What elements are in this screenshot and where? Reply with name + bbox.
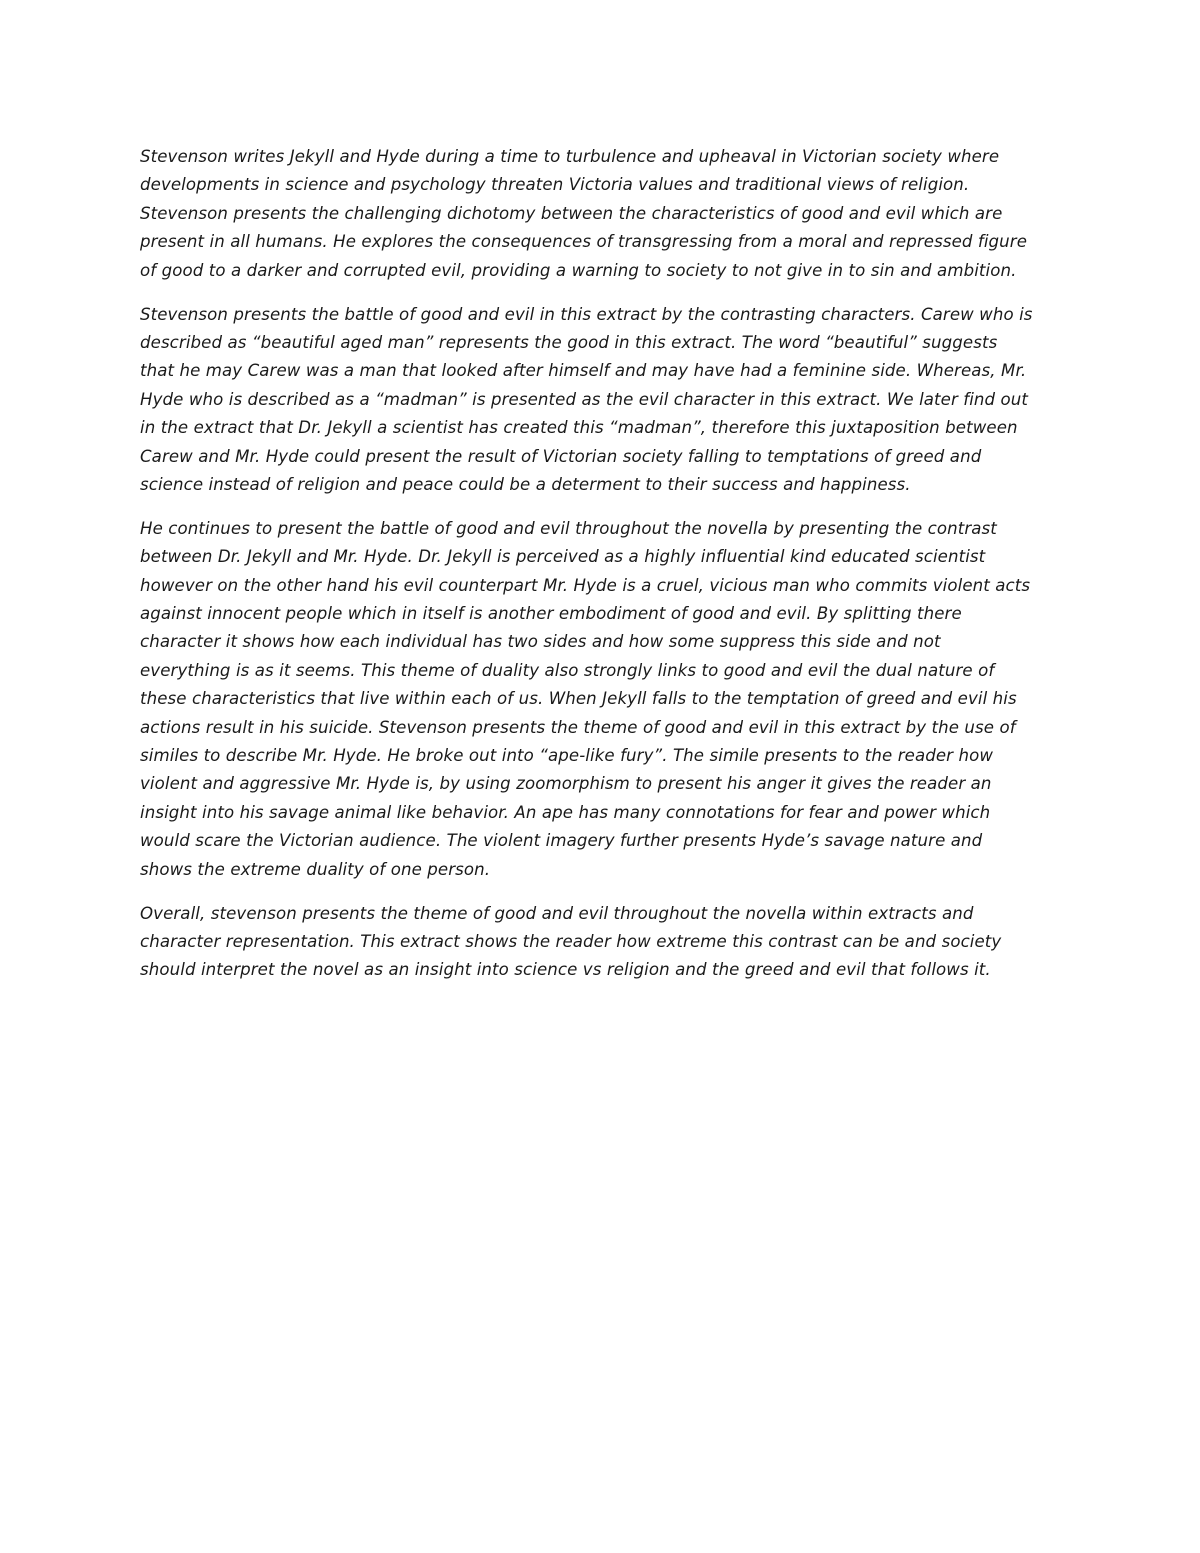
text-line: that he may Carew was a man that looked after himself and may have had a feminine side. Whereas, Mr. bbox=[140, 361, 1027, 381]
text-line: science instead of religion and peace could be a determent to their success and happiness. bbox=[140, 474, 911, 494]
paragraph-introduction bbox=[140, 143, 1060, 285]
text-line: between Dr. Jekyll and Mr. Hyde. Dr. Jekyll is perceived as a highly influential kind educated scientist bbox=[140, 547, 986, 567]
text-line: character it shows how each individual has two sides and how some suppress this side and not bbox=[140, 632, 941, 652]
text-line: however on the other hand his evil counterpart Mr. Hyde is a cruel, vicious man who commits violent acts bbox=[140, 575, 1031, 595]
document-body bbox=[140, 143, 1060, 1000]
paragraph-jekyll-and-hyde bbox=[140, 515, 1060, 884]
text-line: described as “beautiful aged man” represents the good in this extract. The word “beautiful” suggests bbox=[140, 332, 998, 352]
text-line: should interpret the novel as an insight into science vs religion and the greed and evil that follows it. bbox=[140, 960, 991, 980]
text-line: Stevenson writes Jekyll and Hyde during a time to turbulence and upheaval in Victorian society where bbox=[140, 147, 1000, 166]
text-line: Overall, stevenson presents the theme of good and evil throughout the novella within extracts and bbox=[140, 903, 974, 923]
text-line: Hyde who is described as a “madman” is presented as the evil character in this extract. We later find out bbox=[140, 389, 1029, 409]
text-line: would scare the Victorian audience. The violent imagery further presents Hyde’s savage nature and bbox=[140, 831, 983, 851]
text-line: insight into his savage animal like behavior. An ape has many connotations for fear and power which bbox=[140, 802, 991, 822]
text-line: in the extract that Dr. Jekyll a scientist has created this “madman”, therefore this juxtaposition between bbox=[140, 418, 1018, 438]
text-line: present in all humans. He explores the consequences of transgressing from a moral and repressed figure bbox=[140, 232, 1028, 252]
paragraph-contrasting-characters bbox=[140, 301, 1060, 500]
text-line: Stevenson presents the battle of good and evil in this extract by the contrasting characters. Carew who is bbox=[140, 304, 1033, 324]
text-line: Stevenson presents the challenging dichotomy between the characteristics of good and evil which are bbox=[140, 203, 1003, 223]
text-line: Carew and Mr. Hyde could present the result of Victorian society falling to temptations of greed and bbox=[140, 446, 982, 466]
text-line: everything is as it seems. This theme of duality also strongly links to good and evil the dual nature of bbox=[140, 660, 995, 680]
text-line: actions result in his suicide. Stevenson presents the theme of good and evil in this extract by the use of bbox=[140, 717, 1016, 737]
paragraph-conclusion bbox=[140, 900, 1060, 985]
text-line: violent and aggressive Mr. Hyde is, by using zoomorphism to present his anger it gives the reader an bbox=[140, 774, 992, 794]
text-line: against innocent people which in itself is another embodiment of good and evil. By splitting there bbox=[140, 604, 962, 624]
text-line: He continues to present the battle of good and evil throughout the novella by presenting the contrast bbox=[140, 518, 997, 538]
text-line: shows the extreme duality of one person. bbox=[140, 859, 491, 879]
text-line: these characteristics that live within each of us. When Jekyll falls to the temptation of greed and evil his bbox=[140, 689, 1017, 709]
text-line: similes to describe Mr. Hyde. He broke out into “ape-like fury”. The simile presents to the reader how bbox=[140, 746, 993, 765]
text-line: of good to a darker and corrupted evil, providing a warning to society to not give in to sin and ambition. bbox=[140, 260, 1017, 280]
text-line: character representation. This extract shows the reader how extreme this contrast can be and society bbox=[140, 931, 1002, 951]
text-line: developments in science and psychology threaten Victoria values and traditional views of religion. bbox=[140, 175, 970, 195]
